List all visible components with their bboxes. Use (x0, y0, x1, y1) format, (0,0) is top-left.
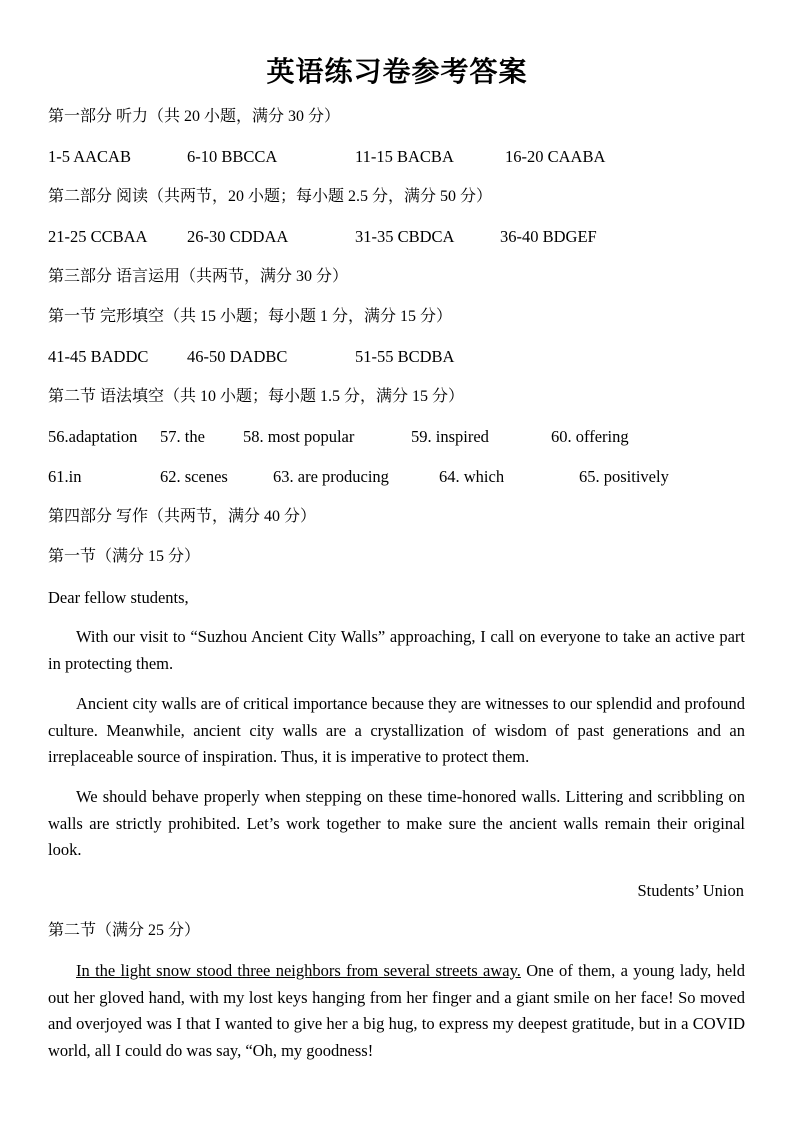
story-paragraph (48, 958, 745, 1064)
page-title: 英语练习卷参考答案 (266, 55, 528, 88)
letter-paragraph: Ancient city walls are of critical importance because they are witnesses to our splendid and profound culture. Meanwhile, ancient city walls are a crystallization of wisdom of past generations and an irreplaceable source of inspiration. Thus, it is imperative to protect them. (48, 694, 745, 766)
answer-group: 21-25 CCBAA (48, 227, 148, 246)
part3-section1-heading: 第一节 完形填空（共 15 小题；每小题 1 分，满分 15 分） (48, 308, 453, 325)
grammar-answer: 62. scenes (160, 467, 228, 486)
grammar-answer: 56.adaptation (48, 427, 138, 446)
story-text: One of them, a young lady, held out her gloved hand, with my lost keys hanging from her finger and a giant smile on her face! So moved and overjoyed was I that I wanted to give her a big hug, to express my deepest gratitude, but in a COVID world, all I could do was say, “Oh, my goodness! (48, 961, 746, 1060)
part1-heading: 第一部分 听力（共 20 小题，满分 30 分） (48, 108, 341, 125)
letter-paragraph: We should behave properly when stepping on these time-honored walls. Littering and scribbling on walls are strictly prohibited. Let’s work together to make sure the ancient walls remain their original look. (48, 787, 745, 859)
letter-paragraph: With our visit to “Suzhou Ancient City Walls” approaching, I call on everyone to take an active part in protecting them. (48, 627, 745, 673)
answer-group: 51-55 BCDBA (355, 347, 455, 366)
answer-group: 26-30 CDDAA (187, 227, 289, 246)
answer-group: 11-15 BACBA (355, 147, 454, 166)
grammar-answer: 59. inspired (411, 427, 489, 446)
answer-group: 36-40 BDGEF (500, 227, 597, 246)
answer-group: 1-5 AACAB (48, 147, 131, 166)
answer-group: 6-10 BBCCA (187, 147, 278, 166)
grammar-answer: 64. which (439, 467, 505, 486)
grammar-answer: 65. positively (579, 467, 669, 486)
grammar-answer: 61.in (48, 467, 82, 486)
part3-heading: 第三部分 语言运用（共两节，满分 30 分） (48, 268, 349, 285)
grammar-answer: 63. are producing (273, 467, 389, 486)
part4-section1-heading: 第一节（满分 15 分） (48, 548, 201, 565)
underlined-opening-sentence: In the light snow stood three neighbors from several streets away. (76, 961, 521, 980)
grammar-answer: 58. most popular (243, 427, 355, 446)
grammar-answer: 57. the (160, 427, 205, 446)
part4-section2-heading: 第二节（满分 25 分） (48, 922, 201, 939)
letter-salutation: Dear fellow students, (48, 588, 189, 607)
grammar-answer: 60. offering (551, 427, 629, 446)
part2-heading: 第二部分 阅读（共两节，20 小题；每小题 2.5 分，满分 50 分） (48, 188, 493, 205)
part4-heading: 第四部分 写作（共两节，满分 40 分） (48, 508, 317, 525)
answer-group: 46-50 DADBC (187, 347, 288, 366)
letter-signature: Students’ Union (637, 881, 744, 900)
answer-group: 16-20 CAABA (505, 147, 606, 166)
answer-group: 31-35 CBDCA (355, 227, 455, 246)
part3-section2-heading: 第二节 语法填空（共 10 小题；每小题 1.5 分，满分 15 分） (48, 388, 465, 405)
answer-group: 41-45 BADDC (48, 347, 149, 366)
